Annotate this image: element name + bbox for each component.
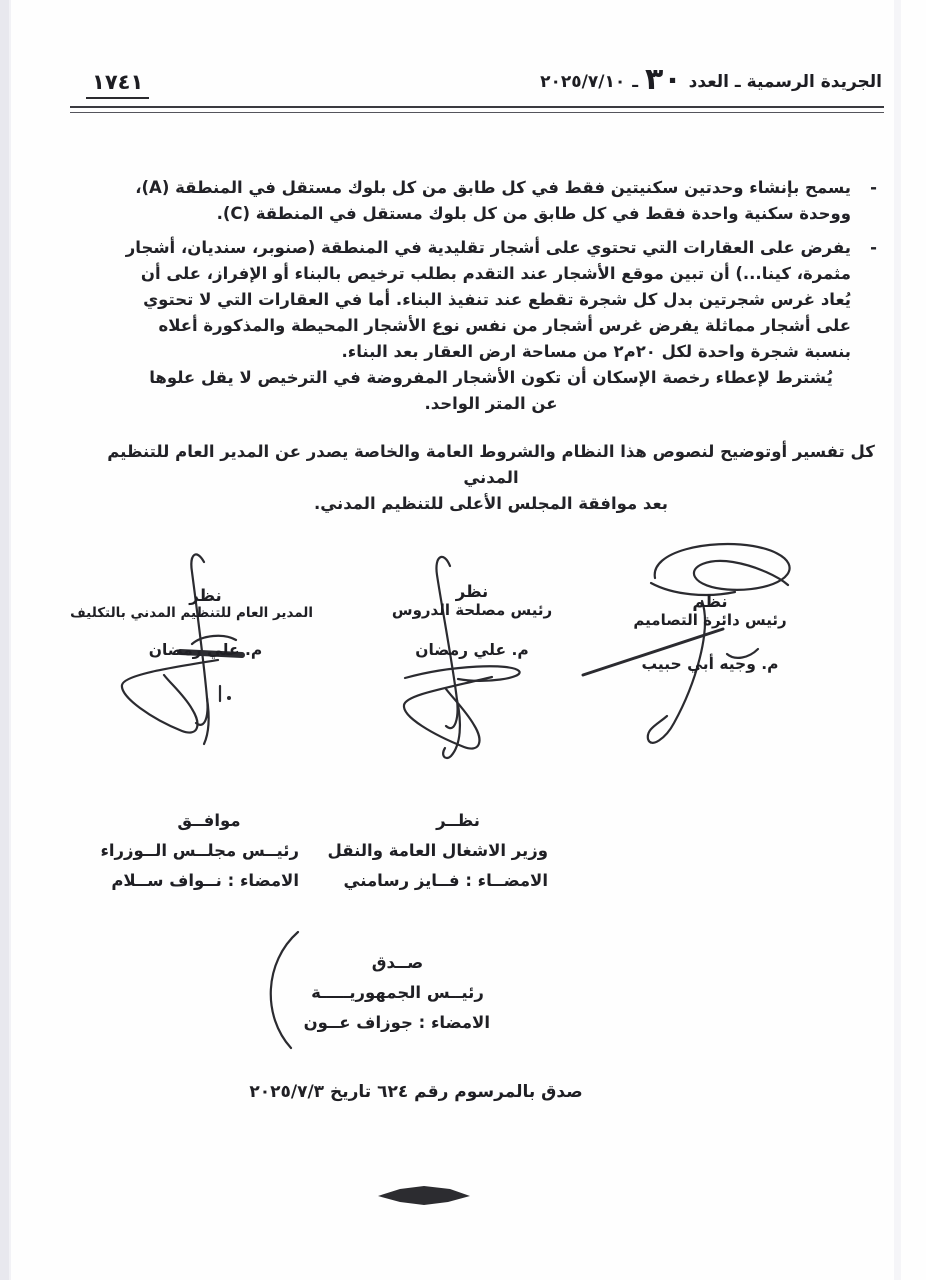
page-number: ١٧٤١: [86, 70, 149, 99]
approval-action: موافــق: [177, 811, 241, 830]
signature-action: نظم: [692, 592, 728, 611]
approval-title: رئيــس مجلــس الــوزراء: [100, 841, 299, 860]
body-line: بعد موافقة المجلس الأعلى للتنظيم المدني.: [314, 494, 668, 513]
approval-signature-line: الامضاء : جوزاف عــون: [303, 1013, 490, 1032]
end-diamond-ornament: [376, 1184, 472, 1208]
signature-title: رئيس مصلحة الدروس: [391, 601, 553, 619]
bullet-content: [105, 235, 851, 365]
header-rule: [70, 106, 884, 113]
journal-header: [540, 62, 882, 97]
body-line: بنسبة شجرة واحدة لكل ٢٠م٢ من مساحة ارض العقار بعد البناء.: [341, 342, 851, 361]
signature-action: نظر: [189, 586, 222, 605]
signature-block-general-director: [70, 586, 313, 659]
signature-name: م. علي رمضان: [148, 641, 263, 659]
signature-block-designs-chief: [615, 592, 805, 673]
issue-number: ٣٠: [645, 62, 682, 97]
body-text: [105, 175, 877, 517]
approval-signature-line: الامضــاء : فــايز رسامني: [343, 871, 548, 890]
scan-edge-strip-right: [894, 0, 901, 1280]
approval-block-president: [305, 948, 490, 1038]
bullet-dash: -: [870, 238, 877, 257]
body-line: يُعاد غرس شجرتين بدل كل شجرة تقطع عند تنفيذ البناء. أما في العقارات التي لا تحتوي: [143, 290, 851, 309]
body-line: عن المتر الواحد.: [424, 394, 558, 413]
approval-block-minister: [327, 806, 548, 896]
decree-ratification-line: صدق بالمرسوم رقم ٦٢٤ تاريخ ٢٠٢٥/٧/٣: [249, 1082, 583, 1102]
approval-action: نظــر: [436, 811, 480, 830]
bullet-item-trees: [105, 235, 877, 365]
body-line: يسمح بإنشاء وحدتين سكنيتين فقط في كل طابق من كل بلوك مستقل في المنطقة (A)،: [135, 178, 851, 197]
journal-date: ٢٠٢٥/٧/١٠: [540, 72, 626, 92]
approval-action: صــدق: [371, 953, 424, 972]
signature-block-studies-chief: [382, 582, 562, 659]
bullet-dash: -: [870, 178, 877, 197]
journal-title: الجريدة الرسمية ـ العدد: [688, 72, 882, 92]
bullet-item-units: [105, 175, 877, 227]
approval-title: وزير الاشغال العامة والنقل: [327, 841, 548, 860]
body-line: مثمرة، كينا...) أن تبين موقع الأشجار عند التقدم بطلب ترخيص بالبناء أو الإفراز، على أن: [140, 264, 851, 283]
body-line: ووحدة سكنية واحدة فقط في كل طابق من كل بلوك مستقل في المنطقة (C).: [216, 204, 851, 223]
signature-scribble-general-director: [70, 548, 332, 783]
housing-permit-note: [105, 365, 877, 417]
closing-paragraph: [105, 439, 877, 517]
parenthesis-mark: [252, 926, 307, 1054]
approval-block-prime-minister: [100, 806, 299, 896]
body-line: كل تفسير أوتوضيح لنصوص هذا النظام والشروط العامة والخاصة يصدر عن المدير العام للتنظيم المدني: [107, 442, 875, 487]
approval-title: رئيــس الجمهوريـــــة: [311, 983, 484, 1002]
body-line: يفرض على العقارات التي تحتوي على أشجار تقليدية في المنطقة (صنوبر، سنديان، أشجار: [125, 238, 851, 257]
scan-edge-strip-inner: [9, 0, 11, 1280]
scan-edge-strip: [0, 0, 9, 1280]
approval-signature-line: الامضاء : نــواف ســلام: [111, 871, 299, 890]
body-line: يُشترط لإعطاء رخصة الإسكان أن تكون الأشجار المفروضة في الترخيص لا يقل علوها: [149, 368, 833, 387]
signature-title: المدير العام للتنظيم المدني بالتكليف: [70, 605, 313, 621]
signature-action: نظر: [455, 582, 489, 601]
signature-title: رئيس دائرة التصاميم: [633, 611, 787, 629]
signature-name: م. علي رمضان: [415, 641, 529, 659]
signature-name: م. وجيه أبي حبيب: [641, 655, 779, 673]
bullet-content: [105, 175, 851, 227]
header-separator: ـ: [632, 72, 639, 92]
body-line: على أشجار مماثلة يفرض غرس أشجار من نفس نوع الأشجار المحيطة والمذكورة أعلاه: [158, 316, 851, 335]
